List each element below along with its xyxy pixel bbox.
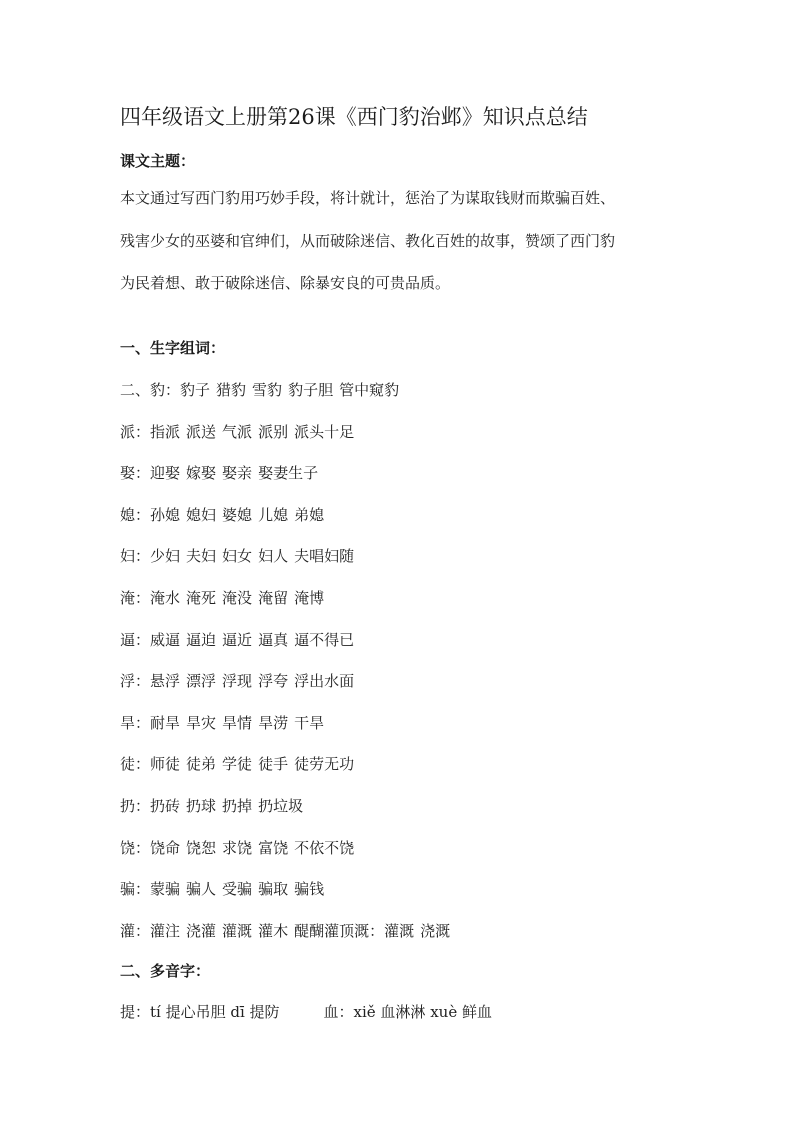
word-group-line	[120, 835, 720, 861]
word-group-word: 旱灾	[186, 713, 217, 732]
word-group-word: 骗钱	[294, 880, 325, 899]
word-group-char: 浮：	[120, 672, 151, 691]
word-group-word: 灌注	[150, 921, 181, 940]
word-group-word: 徒劳无功	[294, 755, 355, 774]
word-group-word: 嫁娶	[186, 464, 217, 483]
word-group-word: 派送	[186, 422, 217, 441]
word-group-word: 浮现	[222, 672, 253, 691]
word-group-word: 弟媳	[294, 505, 325, 524]
word-group-char: 媳：	[120, 505, 151, 524]
word-group-word: 气派	[222, 422, 253, 441]
word-group-word: 浇溉	[420, 921, 451, 940]
word-group-word: 威逼	[150, 630, 181, 649]
word-group-word: 淹水	[150, 589, 181, 607]
word-group-word: 淹留	[258, 589, 289, 607]
word-group-word: 求饶	[222, 838, 253, 857]
word-group-word: 师徒	[150, 755, 181, 774]
word-group-word: 派头十足	[294, 422, 355, 441]
word-group-char: 灌：	[120, 921, 151, 940]
word-group-word: 娶妻生子	[258, 464, 319, 483]
word-group-line	[120, 502, 720, 528]
word-group-word: 夫唱妇随	[294, 547, 355, 566]
theme-line: 残害少女的巫婆和官绅们，从而破除迷信、教化百姓的故事，赞颂了西门豹	[120, 232, 616, 250]
word-group-word: 娶亲	[222, 464, 253, 483]
word-group-line	[120, 419, 720, 445]
word-group-word: 骗取	[258, 880, 289, 899]
word-group-word: 旱涝	[258, 713, 289, 732]
word-group-line	[120, 793, 720, 819]
word-group-word: 妇女	[222, 547, 253, 566]
word-group-line	[120, 377, 720, 403]
word-group-word: 淹死	[186, 589, 217, 607]
word-group-word: 蒙骗	[150, 880, 181, 899]
word-group-char: 旱：	[120, 713, 151, 732]
word-group-word: 学徒	[222, 755, 253, 774]
word-group-word: 旱情	[222, 713, 253, 732]
word-group-word: 浮出水面	[294, 672, 355, 691]
word-group-word: 派别	[258, 422, 289, 441]
word-group-line	[120, 585, 720, 611]
word-group-word: 少妇	[150, 547, 181, 566]
word-group-char: 二、豹：	[120, 381, 181, 399]
word-group-word: 饶命	[150, 838, 181, 857]
word-group-line	[120, 668, 720, 694]
section2-heading: 二、多音字：	[120, 962, 211, 980]
word-group-word: 扔掉	[222, 797, 253, 815]
word-group-word: 受骗	[222, 880, 253, 899]
word-group-word: 悬浮	[150, 672, 181, 691]
word-group-word: 逼真	[258, 630, 289, 649]
word-group-line	[120, 918, 720, 944]
word-group-word: 饶恕	[186, 838, 217, 857]
word-group-word: 骗人	[186, 880, 217, 899]
word-group-word: 灌溉	[222, 921, 253, 940]
word-group-word: 徒手	[258, 755, 289, 774]
word-group-char: 骗：	[120, 880, 151, 899]
word-group-char: 饶：	[120, 838, 151, 857]
word-group-word: 淹没	[222, 589, 253, 607]
word-group-line	[120, 710, 720, 736]
word-group-word: 徒弟	[186, 755, 217, 774]
theme-line: 本文通过写西门豹用巧妙手段，将计就计，惩治了为谋取钱财而欺骗百姓、	[120, 189, 616, 207]
word-group-word: 扔垃圾	[258, 797, 304, 815]
word-group-line	[120, 543, 720, 569]
polyphonic-right: 血：xiě 血淋淋 xuè 鲜血	[323, 1003, 492, 1021]
word-group-word: 妇人	[258, 547, 289, 566]
word-group-char: 扔：	[120, 797, 151, 815]
word-group-word: 迎娶	[150, 464, 181, 483]
word-group-word: 漂浮	[186, 672, 217, 691]
word-group-word: 雪豹	[252, 381, 283, 399]
word-group-word: 耐旱	[150, 713, 181, 732]
word-group-char: 逼：	[120, 630, 151, 649]
word-group-word: 淹博	[294, 589, 325, 607]
word-group-word: 孙媳	[150, 505, 181, 524]
word-group-word: 管中窥豹	[339, 381, 400, 399]
word-group-word: 儿媳	[258, 505, 289, 524]
word-group-char: 妇：	[120, 547, 151, 566]
word-group-word: 婆媳	[222, 505, 253, 524]
word-group-line	[120, 751, 720, 777]
section1-heading: 一、生字组词：	[120, 339, 226, 357]
word-group-word: 媳妇	[186, 505, 217, 524]
word-group-word: 富饶	[258, 838, 289, 857]
word-group-char: 派：	[120, 422, 151, 441]
polyphonic-line	[120, 999, 720, 1025]
word-group-word: 扔砖	[150, 797, 181, 815]
word-group-word: 指派	[150, 422, 181, 441]
word-group-word: 夫妇	[186, 547, 217, 566]
word-group-word: 扔球	[186, 797, 217, 815]
polyphonic-left: 提：tí 提心吊胆 dī 提防	[120, 1003, 280, 1021]
word-group-word: 猎豹	[216, 381, 247, 399]
document-title: 四年级语文上册第26课《西门豹治邺》知识点总结	[120, 105, 588, 129]
theme-heading: 课文主题：	[120, 152, 196, 170]
word-group-word: 豹子胆	[288, 381, 334, 399]
word-group-word: 豹子	[180, 381, 211, 399]
word-group-line	[120, 876, 720, 902]
word-group-char: 娶：	[120, 464, 151, 483]
word-group-word: 浇灌	[186, 921, 217, 940]
theme-line: 为民着想、敢于破除迷信、除暴安良的可贵品质。	[120, 274, 451, 292]
word-group-word: 浮夸	[258, 672, 289, 691]
word-group-word: 灌木	[258, 921, 289, 940]
word-group-word: 逼不得已	[294, 630, 355, 649]
word-group-line	[120, 627, 720, 653]
word-group-line	[120, 460, 720, 486]
word-group-word: 逼迫	[186, 630, 217, 649]
word-group-word: 醍醐灌顶溉：灌溉	[294, 921, 415, 940]
word-group-word: 逼近	[222, 630, 253, 649]
word-group-word: 干旱	[294, 713, 325, 732]
word-group-word: 不依不饶	[294, 838, 355, 857]
word-group-char: 徒：	[120, 755, 151, 774]
word-group-char: 淹：	[120, 589, 151, 607]
